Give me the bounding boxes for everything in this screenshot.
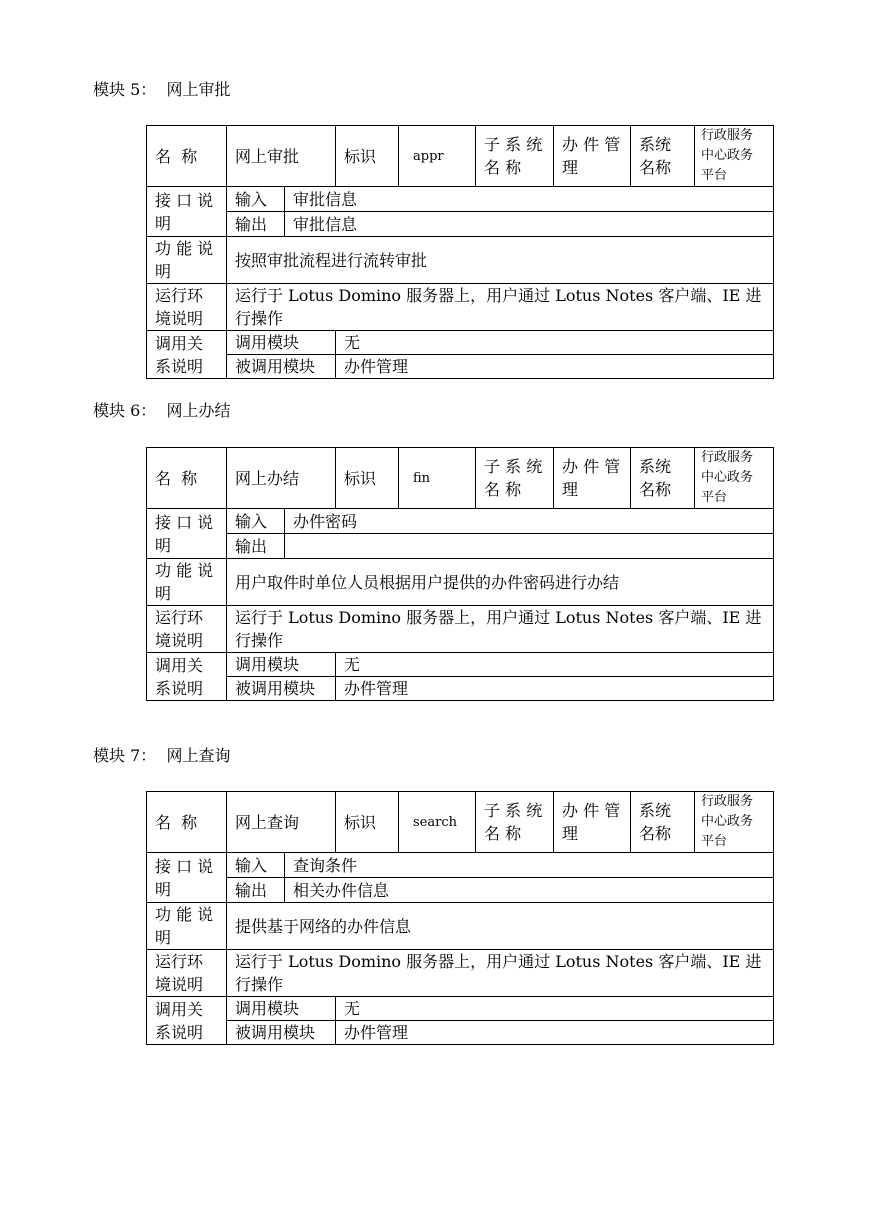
- func-value: 用户取件时单位人员根据用户提供的办件密码进行办结: [227, 559, 774, 606]
- output-value: 相关办件信息: [285, 878, 774, 903]
- sys-value: 行政服务 中心政务 平台: [695, 126, 774, 187]
- iface-label: 接 口 说 明: [147, 509, 227, 559]
- call-label: 调用关 系说明: [147, 653, 227, 701]
- name-label: 名 称: [147, 126, 227, 187]
- id-value: fin: [399, 448, 476, 509]
- id-value: search: [399, 792, 476, 853]
- output-label: 输出: [227, 878, 285, 903]
- func-label: 功 能 说 明: [147, 903, 227, 950]
- module-heading: 模块 7： 网上查询: [93, 746, 231, 765]
- called-value: 办件管理: [336, 677, 774, 701]
- calls-value: 无: [336, 331, 774, 355]
- env-value: 运行于 Lotus Domino 服务器上，用户通过 Lotus Notes 客户端、IE 进行操作: [227, 284, 774, 331]
- module-table: [146, 791, 774, 1045]
- id-label: 标识: [336, 126, 399, 187]
- input-value: 查询条件: [285, 853, 774, 878]
- subsys-value: 办 件 管 理: [554, 126, 631, 187]
- subsys-label: [476, 792, 554, 853]
- subsys-value: 办 件 管 理: [554, 448, 631, 509]
- subsys-label-text: 子 系 统 名 称: [484, 135, 543, 177]
- input-value: 审批信息: [285, 187, 774, 212]
- subsys-label-text: 子 系 统 名 称: [484, 801, 543, 843]
- env-value: 运行于 Lotus Domino 服务器上，用户通过 Lotus Notes 客户端、IE 进行操作: [227, 950, 774, 997]
- calls-label: 调用模块: [227, 653, 336, 677]
- func-label: 功 能 说 明: [147, 237, 227, 284]
- sys-value: 行政服务 中心政务 平台: [695, 792, 774, 853]
- subsys-value: 办 件 管 理: [554, 792, 631, 853]
- name-value: 网上办结: [227, 448, 336, 509]
- env-label: 运行环 境说明: [147, 950, 227, 997]
- called-label: 被调用模块: [227, 1021, 336, 1045]
- output-label: 输出: [227, 212, 285, 237]
- id-label: 标识: [336, 448, 399, 509]
- output-value: [285, 534, 774, 559]
- called-value: 办件管理: [336, 1021, 774, 1045]
- calls-label: 调用模块: [227, 997, 336, 1021]
- sys-value: 行政服务 中心政务 平台: [695, 448, 774, 509]
- input-label: 输入: [227, 509, 285, 534]
- id-label: 标识: [336, 792, 399, 853]
- env-value: 运行于 Lotus Domino 服务器上，用户通过 Lotus Notes 客户端、IE 进行操作: [227, 606, 774, 653]
- calls-value: 无: [336, 997, 774, 1021]
- input-value: 办件密码: [285, 509, 774, 534]
- called-label: 被调用模块: [227, 677, 336, 701]
- module-table: [146, 125, 774, 379]
- subsys-label: [476, 126, 554, 187]
- subsys-label-text: 子 系 统 名 称: [484, 457, 543, 499]
- subsys-label: [476, 448, 554, 509]
- called-value: 办件管理: [336, 355, 774, 379]
- sys-label: 系统 名称: [631, 792, 695, 853]
- calls-value: 无: [336, 653, 774, 677]
- func-value: 按照审批流程进行流转审批: [227, 237, 774, 284]
- name-label: 名 称: [147, 448, 227, 509]
- module-heading: 模块 6： 网上办结: [93, 401, 231, 420]
- name-label: 名 称: [147, 792, 227, 853]
- iface-label: 接 口 说 明: [147, 853, 227, 903]
- sys-label: 系统 名称: [631, 448, 695, 509]
- call-label: 调用关 系说明: [147, 331, 227, 379]
- iface-label: 接 口 说 明: [147, 187, 227, 237]
- name-value: 网上查询: [227, 792, 336, 853]
- env-label: 运行环 境说明: [147, 606, 227, 653]
- env-label: 运行环 境说明: [147, 284, 227, 331]
- output-label: 输出: [227, 534, 285, 559]
- id-value: appr: [399, 126, 476, 187]
- calls-label: 调用模块: [227, 331, 336, 355]
- called-label: 被调用模块: [227, 355, 336, 379]
- name-value: 网上审批: [227, 126, 336, 187]
- output-value: 审批信息: [285, 212, 774, 237]
- sys-label: 系统 名称: [631, 126, 695, 187]
- func-label: 功 能 说 明: [147, 559, 227, 606]
- input-label: 输入: [227, 187, 285, 212]
- input-label: 输入: [227, 853, 285, 878]
- call-label: 调用关 系说明: [147, 997, 227, 1045]
- module-heading: 模块 5： 网上审批: [93, 80, 231, 99]
- func-value: 提供基于网络的办件信息: [227, 903, 774, 950]
- module-table: [146, 447, 774, 701]
